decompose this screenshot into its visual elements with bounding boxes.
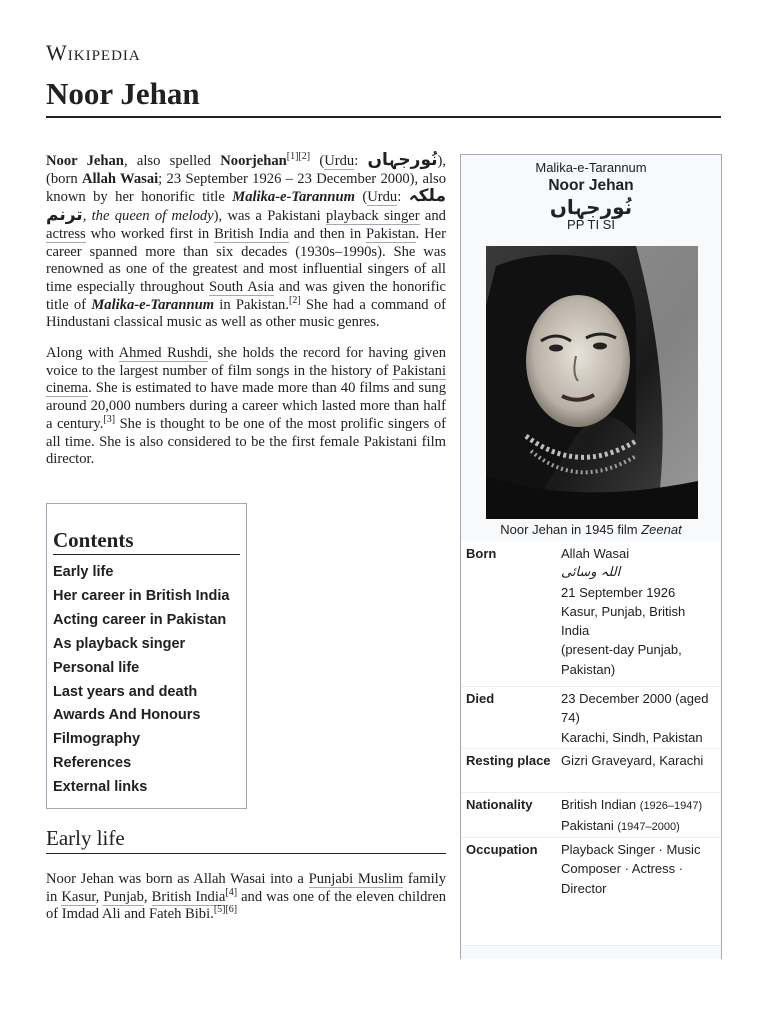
toc-list — [53, 561, 240, 800]
intro-paragraph-1 — [46, 152, 446, 332]
infobox-name: Noor Jehan — [548, 177, 634, 194]
british-india-link[interactable]: British India — [214, 225, 289, 242]
text: who worked first in — [85, 225, 215, 242]
nationality-2-years: (1947–2000) — [617, 821, 680, 834]
caption-text: Noor Jehan in 1945 film — [500, 522, 642, 537]
honorific-title: Malika-e-Tarannum — [232, 189, 355, 206]
text: Along with — [46, 345, 119, 362]
nationality-1: British Indian — [561, 797, 637, 812]
wordmark-text: Wikipedia — [46, 40, 141, 65]
urdu-name: نُورجہاں — [367, 150, 438, 170]
text: : — [397, 189, 409, 206]
punjabi-muslim-link[interactable]: Punjabi Muslim — [308, 871, 404, 887]
resting-place-value: Gizri Graveyard, Karachi — [561, 753, 704, 768]
honorific-title-2: Malika-e-Tarannum — [91, 296, 215, 313]
died-label: Died — [466, 691, 495, 706]
text: : — [354, 153, 368, 169]
queen-of-melody: the queen of melody — [91, 208, 214, 225]
wikipedia-wordmark[interactable] — [46, 40, 141, 66]
text: ( — [354, 189, 368, 206]
text: and — [419, 208, 446, 225]
text: ; 23 September 1926 – 23 December 2000), also known by her honorific title — [46, 170, 447, 206]
toc-item-references[interactable]: References — [53, 755, 132, 772]
actress-link[interactable]: actress — [46, 225, 86, 242]
text: ( — [310, 153, 325, 169]
toc-item-external-links[interactable]: External links — [53, 779, 148, 796]
kasur-link[interactable]: Kasur — [61, 888, 96, 905]
infobox-row-resting-place — [462, 748, 720, 792]
text: , — [143, 888, 152, 905]
born-present-day: (present-day Punjab, Pakistan) — [561, 642, 682, 677]
caption-film: Zeenat — [641, 522, 682, 537]
died-value — [561, 689, 716, 745]
infobox-row-nationality — [462, 792, 720, 837]
infobox-honours: PP TI SI — [567, 217, 615, 232]
infobox-row-occupation — [462, 837, 720, 945]
toc-item-personal-life[interactable]: Personal life — [53, 659, 140, 676]
birth-name: Allah Wasai — [81, 170, 159, 187]
toc-item-early-life[interactable]: Early life — [53, 564, 114, 580]
portrait-image — [486, 246, 698, 519]
toc-heading: Contents — [53, 528, 240, 555]
toc-item-acting-career[interactable]: Acting career in Pakistan — [53, 611, 227, 628]
died-place: Karachi, Sindh, Pakistan — [561, 729, 703, 745]
playback-singer-link[interactable]: playback singer — [325, 208, 420, 225]
born-value — [561, 544, 716, 683]
born-urdu-name: اللہ وسائی — [561, 565, 621, 581]
pakistani-cinema-link[interactable]: Pakistani cinema — [46, 362, 446, 397]
nationality-value — [561, 795, 716, 834]
article-intro — [46, 152, 446, 482]
born-name: Allah Wasai — [561, 546, 630, 561]
infobox — [460, 154, 722, 959]
text: family in — [46, 871, 447, 905]
text: , — [82, 208, 92, 225]
punjab-link[interactable]: Punjab — [103, 888, 144, 905]
died-date: 23 December 2000 (aged 74) — [561, 691, 709, 726]
infobox-row-died — [462, 686, 720, 748]
urdu-title: ملکہ ترنم — [46, 186, 447, 226]
text: . She is estimated to have made more than 40 films and sung around 20,000 numbers during a career which lasted more than half a century. — [46, 380, 446, 432]
urdu-link-2[interactable]: Urdu — [367, 189, 398, 206]
british-india-link-2[interactable]: British India — [151, 888, 226, 905]
section-heading-early-life: Early life — [46, 826, 446, 854]
infobox-above-title: Malika-e-Tarannum — [535, 160, 647, 175]
photo-caption — [461, 522, 721, 537]
text: in Pakistan. — [214, 296, 289, 313]
portrait-photo[interactable] — [486, 246, 698, 519]
toc-item-last-years[interactable]: Last years and death — [53, 683, 198, 700]
text: Noor Jehan was born as Allah Wasai into a — [46, 871, 309, 887]
text: , — [95, 888, 104, 905]
infobox-rows — [461, 541, 721, 946]
text: and was given the honorific title of — [46, 278, 446, 313]
text: , also spelled — [123, 153, 221, 169]
early-life-paragraph — [46, 871, 446, 924]
text: and was one of the eleven children of Imdad Ali and Fateh Bibi. — [46, 888, 447, 923]
born-place: Kasur, Punjab, British India — [561, 603, 686, 639]
south-asia-link[interactable]: South Asia — [209, 278, 274, 295]
ref-3[interactable]: [3] — [103, 413, 116, 425]
intro-paragraph-2 — [46, 345, 446, 469]
pakistan-link[interactable]: Pakistan — [366, 225, 416, 242]
nationality-1-years: (1926–1947) — [639, 800, 703, 812]
ref-5-6[interactable]: [5][6] — [213, 904, 238, 916]
alt-name: Noorjehan — [220, 153, 287, 169]
page-title: Noor Jehan — [46, 76, 721, 118]
occupation-label: Occupation — [466, 842, 538, 857]
urdu-link[interactable]: Urdu — [324, 153, 355, 169]
ahmed-rushdi-link[interactable]: Ahmed Rushdi — [118, 345, 209, 362]
nationality-label: Nationality — [466, 797, 533, 812]
text: She had a command of Hindustani classical music as well as other music genres. — [46, 296, 446, 331]
toc-item-playback-singer[interactable]: As playback singer — [53, 635, 186, 652]
table-of-contents — [46, 503, 247, 809]
ref-2[interactable]: [2] — [289, 294, 301, 306]
text: ), was a Pakistani — [213, 208, 326, 225]
toc-item-career-british-india[interactable]: Her career in British India — [53, 587, 230, 604]
infobox-row-born — [462, 541, 720, 686]
text: and then in — [288, 225, 367, 242]
text: . Her career spanned more than six decades (1930s–1990s). She was renowned as one of the greatest and most influential singers of all time especially throughout — [46, 225, 446, 295]
resting-place-label: Resting place — [466, 753, 551, 768]
ref-4[interactable]: [4] — [225, 886, 238, 898]
infobox-divider — [461, 945, 721, 946]
text: She is thought to be one of the most prolific singers of all time. She is also considered to be the first female Pakistani film director. — [46, 415, 446, 468]
infobox-urdu-name: نُورجہاں — [549, 195, 633, 219]
born-label: Born — [466, 546, 497, 561]
text: , she holds the record for having given voice to the largest number of film songs in the history of — [46, 345, 446, 379]
born-date: 21 September 1926 — [561, 584, 676, 600]
nationality-2: Pakistani — [561, 818, 614, 834]
ref-1-2[interactable]: [1][2] — [286, 151, 311, 163]
toc-item-filmography[interactable]: Filmography — [53, 731, 141, 748]
occupation-value: Playback Singer · Music Composer · Actress · Director — [561, 842, 701, 896]
text: ), (born — [46, 153, 446, 187]
toc-item-awards[interactable]: Awards And Honours — [53, 707, 201, 724]
subject-name: Noor Jehan — [46, 153, 124, 169]
